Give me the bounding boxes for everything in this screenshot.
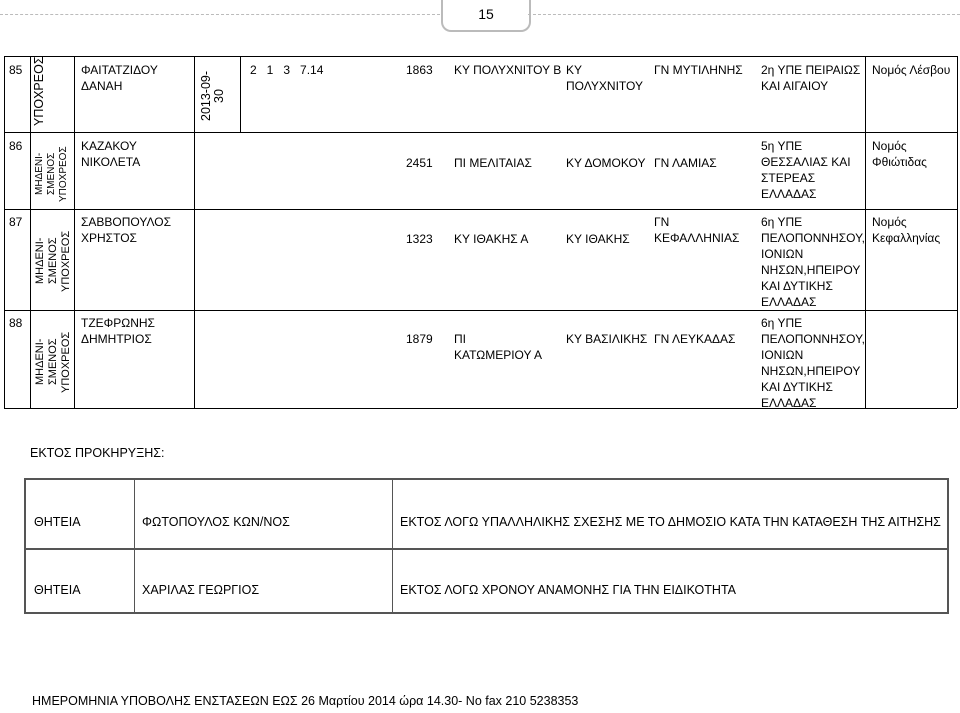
person-name: ΦΑΙΤΑΤΖΙΔΟΥ ΔΑΝΑΗ xyxy=(81,63,158,93)
post-code: 1879 xyxy=(406,332,433,346)
post-hospital: ΓΝ ΛΕΥΚΑΔΑΣ xyxy=(654,332,736,346)
col-line xyxy=(392,546,393,612)
col-line xyxy=(74,56,75,408)
outside-type: ΘΗΤΕΙΑ xyxy=(34,515,81,529)
row-number: 87 xyxy=(9,215,23,229)
outside-reason: ΕΚΤΟΣ ΛΟΓΩ ΧΡΟΝΟΥ ΑΝΑΜΟΝΗΣ ΓΙΑ ΤΗΝ ΕΙΔΙΚΟΤΗΤΑ xyxy=(400,583,736,597)
header-rule-right xyxy=(528,14,960,15)
col-line xyxy=(392,480,393,548)
post-prefecture: Νομός Φθιώτιδας xyxy=(872,139,927,169)
status-label: ΜΗΔΕΝΙ-ΣΜΕΝΟΣ ΥΠΟΧΡΕΟΣ xyxy=(34,146,69,202)
post-region: 2η ΥΠΕ ΠΕΙΡΑΙΩΣ ΚΑΙ ΑΙΓΑΙΟΥ xyxy=(761,63,861,93)
header-rule-left xyxy=(0,14,440,16)
post-school: ΠΙ ΜΕΛΙΤΑΙΑΣ xyxy=(454,156,532,170)
outside-name: ΦΩΤΟΠΟΥΛΟΣ ΚΩΝ/ΝΟΣ xyxy=(142,515,290,529)
post-school: ΠΙ ΚΑΤΩΜΕΡΙΟΥ Α xyxy=(454,332,542,362)
post-school: ΚΥ ΙΘΑΚΗΣ Α xyxy=(454,232,529,246)
col-line xyxy=(134,546,135,612)
row-number: 88 xyxy=(9,316,23,330)
post-code: 2451 xyxy=(406,156,433,170)
post-prefecture: Νομός Λέσβου xyxy=(872,63,951,77)
col-line xyxy=(240,56,241,132)
footer-note: ΗΜΕΡΟΜΗΝΙΑ ΥΠΟΒΟΛΗΣ ΕΝΣΤΑΣΕΩΝ ΕΩΣ 26 Μαρτίου 2014 ώρα 14.30- Νο fax 210 5238353 xyxy=(32,694,579,708)
status-label: ΜΗΔΕΝΙ-ΣΜΕΝΟΣ ΥΠΟΧΡΕΟΣ xyxy=(34,230,72,292)
post-hospital: ΓΝ ΚΕΦΑΛΛΗΝΙΑΣ xyxy=(654,215,740,245)
status-label: ΥΠΟΧΡΕΟΣ xyxy=(32,56,46,126)
post-area: ΚΥ ΠΟΛΥΧΝΙΤΟΥ xyxy=(566,63,643,93)
col-line xyxy=(30,56,31,408)
outside-reason: ΕΚΤΟΣ ΛΟΓΩ ΥΠΑΛΛΗΛΙΚΗΣ ΣΧΕΣΗΣ ΜΕ ΤΟ ΔΗΜΟΣΙΟ ΚΑΤΑ ΤΗΝ ΚΑΤΑΘΕΣΗ ΤΗΣ ΑΙΤΗΣΗΣ xyxy=(400,515,941,529)
post-prefecture: Νομός Κεφαλληνίας xyxy=(872,215,941,245)
outside-row xyxy=(24,546,949,614)
post-area: ΚΥ ΒΑΣΙΛΙΚΗΣ xyxy=(566,332,648,346)
person-name: ΤΖΕΦΡΩΝΗΣ ΔΗΜΗΤΡΙΟΣ xyxy=(81,316,155,346)
row-number: 85 xyxy=(9,63,23,77)
post-school: ΚΥ ΠΟΛΥΧΝΙΤΟΥ Β xyxy=(454,63,562,77)
row-divider xyxy=(4,209,957,210)
person-name: ΚΑΖΑΚΟΥ ΝΙΚΟΛΕΤΑ xyxy=(81,139,141,169)
person-name: ΣΑΒΒΟΠΟΥΛΟΣ ΧΡΗΣΤΟΣ xyxy=(81,215,172,245)
outside-heading: ΕΚΤΟΣ ΠΡΟΚΗΡΥΞΗΣ: xyxy=(30,446,165,460)
col-line xyxy=(865,56,866,408)
col-line xyxy=(194,56,195,408)
status-label: ΜΗΔΕΝΙ-ΣΜΕΝΟΣ ΥΠΟΧΡΕΟΣ xyxy=(34,331,72,393)
outside-row xyxy=(24,478,949,550)
post-area: ΚΥ ΔΟΜΟΚΟΥ xyxy=(566,156,646,170)
post-hospital: ΓΝ ΜΥΤΙΛΗΝΗΣ xyxy=(654,63,743,77)
page-number: 15 xyxy=(441,0,531,32)
post-region: 6η ΥΠΕ ΠΕΛΟΠΟΝΝΗΣΟΥ, ΙΟΝΙΩΝ ΝΗΣΩΝ,ΗΠΕΙΡΟΥ ΚΑΙ ΔΥΤΙΚΗΣ ΕΛΛΑΔΑΣ xyxy=(761,215,865,309)
post-code: 1323 xyxy=(406,232,433,246)
outside-name: ΧΑΡΙΛΑΣ ΓΕΩΡΓΙΟΣ xyxy=(142,583,260,597)
post-hospital: ΓΝ ΛΑΜΙΑΣ xyxy=(654,156,717,170)
col-line xyxy=(4,56,5,408)
row-divider xyxy=(4,310,957,311)
post-region: 5η ΥΠΕ ΘΕΣΣΑΛΙΑΣ ΚΑΙ ΣΤΕΡΕΑΣ ΕΛΛΑΔΑΣ xyxy=(761,139,851,201)
outside-type: ΘΗΤΕΙΑ xyxy=(34,583,81,597)
col-line xyxy=(134,480,135,548)
col-line xyxy=(957,56,958,408)
row-divider xyxy=(4,132,957,133)
row-number: 86 xyxy=(9,139,23,153)
post-area: ΚΥ ΙΘΑΚΗΣ xyxy=(566,232,630,246)
table-top-border xyxy=(4,56,957,57)
post-code: 1863 xyxy=(406,63,433,77)
scores: 2 1 3 7.14 xyxy=(250,63,324,77)
post-region: 6η ΥΠΕ ΠΕΛΟΠΟΝΝΗΣΟΥ, ΙΟΝΙΩΝ ΝΗΣΩΝ,ΗΠΕΙΡΟΥ ΚΑΙ ΔΥΤΙΚΗΣ ΕΛΛΑΔΑΣ xyxy=(761,316,865,410)
date-label: 2013-09-30 xyxy=(199,70,226,122)
